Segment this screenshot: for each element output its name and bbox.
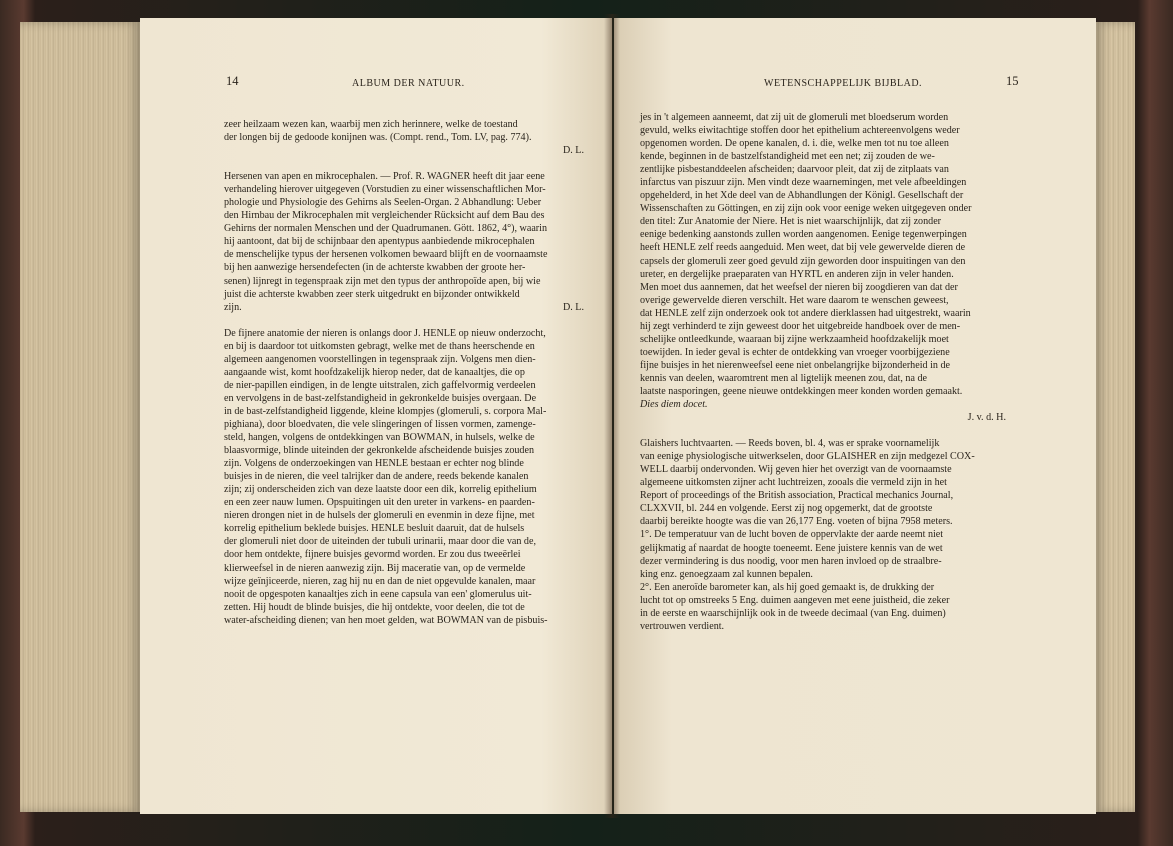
- text-line: laatste nasporingen, geene nieuwe ontdekkingen meer konden worden gemaakt.: [640, 385, 963, 397]
- left-text-body: [224, 118, 598, 627]
- text-line: WELL daarbij ondervonden. Wij geven hier het overzigt van de voornaamste: [640, 464, 952, 476]
- closing-row: [224, 301, 598, 314]
- text-line: Glaishers luchtvaarten. — Reeds boven, bl. 4, was er sprake voornamelijk: [640, 438, 940, 450]
- text-line: in de eerste en waarschijnlijk ook in de tweede decimaal (van Eng. duimen): [640, 607, 946, 619]
- text-line: nieren drongen niet in de hulsels der glomeruli en evenmin in deze fijne, met: [224, 510, 535, 522]
- page-number-left: 14: [226, 74, 239, 88]
- page-edges-left: [20, 22, 140, 812]
- text-line: kende, beginnen in de bastzelfstandigheid met een net; zij zouden de we-: [640, 151, 935, 163]
- text-line: De fijnere anatomie der nieren is onlangs door J. HENLE op nieuw onderzocht,: [224, 327, 546, 339]
- text-line: zijn. Volgens de onderzoekingen van HENLE bestaan er echter nog blinde: [224, 458, 524, 470]
- paragraph-glaisher: [640, 437, 1020, 633]
- text-line: Men moet dus aannemen, dat het weefsel der nieren bij zoogdieren van dat der: [640, 281, 958, 293]
- text-line: heeft HENLE zelf reeds aangeduid. Men weet, dat bij vele gewervelde dieren de: [640, 242, 966, 254]
- text-line: korrelig epithelium beklede buisjes. HENLE besluit daaruit, dat de hulsels: [224, 523, 525, 535]
- text-line: zentlijke pisbestanddeelen afscheiden; daarvoor pleit, dat zij de zitplaats van: [640, 164, 949, 176]
- signature: D. L.: [562, 145, 584, 157]
- running-header-left: ALBUM DER NATUUR.: [352, 78, 465, 89]
- text-line: zijn.: [224, 301, 242, 313]
- text-line: zeer heilzaam wezen kan, waarbij men zich herinnere, welke de toestand: [224, 119, 518, 130]
- text-line: king enz. genoegzaam zal kunnen bepalen.: [640, 568, 813, 580]
- text-line: vertrouwen verdient.: [640, 620, 725, 632]
- text-line: hij zegt verhinderd te zijn geweest door het uitgebreide handboek over de men-: [640, 320, 961, 332]
- paragraph-brains: [224, 170, 598, 314]
- text-line: Gehirns der normalen Menschen und der Quadrumanen. Gött. 1862, 4°), waarin: [224, 223, 548, 235]
- text-line: en bij is daardoor tot uitkomsten gebragt, welke met de thans heerschende en: [224, 340, 535, 352]
- text-line: hij aantoont, dat bij de schijnbaar den apentypus aanbiedende mikrocephalen: [224, 236, 535, 248]
- text-line: senen) lijnregt in tegenspraak zijn met den typus der anthropoïde apen, bij wie: [224, 275, 541, 287]
- text-line: wijze geïnjiceerde, nieren, zag hij nu en dan de niet opgevulde kanalen, maar: [224, 575, 536, 587]
- text-line: der longen bij de gedoode konijnen was. (Compt. rend., Tom. LV, pag. 774).: [224, 132, 532, 144]
- text-line: eenige bedenking aanstonds zullen worden aangenomen. Eenige tegenwerpingen: [640, 229, 967, 241]
- text-line: gelijkmatig af naardat de hoogte toeneemt. Eene juistere kennis van de wet: [640, 542, 943, 554]
- left-page: [140, 18, 612, 814]
- text-line: overige gewervelde dieren verschilt. Het ware daarom te wenschen geweest,: [640, 294, 949, 306]
- text-line: zijn; zij onderscheiden zich van deze laatste door een dik, korrelig epithelium: [224, 484, 537, 496]
- running-header-right: WETENSCHAPPELIJK BIJBLAD.: [764, 78, 923, 89]
- text-line: klierweefsel in de nieren aanwezig zijn. Bij maceratie van, op de vermelde: [224, 562, 526, 574]
- signature: D. L.: [562, 301, 584, 313]
- text-line: algemeene uitkomsten zijner acht luchtreizen, zooals die vermeld zijn in het: [640, 477, 947, 489]
- signature: J. v. d. H.: [967, 412, 1006, 424]
- right-text-body: [640, 111, 1020, 633]
- text-line: CLXXVII, bl. 244 en volgende. Eerst zij nog opgemerkt, dat de grootste: [640, 503, 933, 515]
- text-line: steld, hangen, volgens de ontdekkingen van BOWMAN, in hulsels, welke de: [224, 432, 535, 444]
- text-line: toewijden. In ieder geval is echter de ontdekking van vroeger voorbijgeziene: [640, 346, 950, 358]
- motto: Dies diem docet.: [640, 399, 708, 411]
- page-number-right: 15: [1006, 74, 1019, 88]
- text-line: fijne buisjes in het nierenweefsel eene niet onbelangrijke bijzonderheid in de: [640, 359, 950, 371]
- text-line: 2°. Een aneroïde barometer kan, als hij goed gemaakt is, de drukking der: [640, 581, 935, 593]
- text-line: schelijke ontleedkunde, waaraan bij zijne werkzaamheid hoofdzakelijk moet: [640, 333, 949, 345]
- paragraph-kidneys-continued: [640, 111, 1020, 424]
- text-line: pighiana), door bloedvaten, die vele slingeringen of lissen vormen, zamenge-: [224, 418, 536, 430]
- text-line: van eenige physiologische uitwerkselen, door GLAISHER en zijn medgezel COX-: [640, 451, 975, 463]
- text-line: en een zeer nauw lumen. Opspuitingen uit den ureter in varkens- en paarden-: [224, 497, 535, 509]
- text-line: ureter, en dergelijke praeparaten van HYRTL en anderen zijn in veler handen.: [640, 268, 954, 280]
- text-line: juist die achterste kwabben zeer sterk uitgedrukt en bijzonder ontwikkeld: [224, 288, 520, 300]
- page-edges-right: [1095, 22, 1135, 812]
- text-line: Hersenen van apen en mikrocephalen. — Prof. R. WAGNER heeft dit jaar eene: [224, 171, 545, 183]
- text-line: opgenomen worden. De opene kanalen, d. i. die, welke men tot nu toe alleen: [640, 138, 949, 150]
- text-line: capsels der glomeruli zeer goed gevuld zijn geworden door inspuitingen van den: [640, 255, 966, 267]
- text-line: nooit de opgespoten kanaaltjes zich in eene capsula van een' glomerulus uit-: [224, 588, 532, 600]
- text-line: verhandeling hierover uitgegeven (Vorstudien zu einer wissenschaftlichen Mor-: [224, 184, 546, 196]
- text-line: Wissenschaften zu Göttingen, en zij zijn ook voor eenige weken uitgegeven onder: [640, 203, 972, 215]
- text-line: den Hirnbau der Mikrocephalen mit vergleichender Rücksicht auf dem Bau des: [224, 210, 545, 222]
- book-gutter: [604, 14, 620, 818]
- text-line: dezer vermindering is dus noodig, voor men haren invloed op de straalbre-: [640, 555, 942, 567]
- text-line: de nier-papillen eindigen, in de lengte uitstralen, zich gaffelvormig verdeelen: [224, 379, 536, 391]
- text-line: phologie und Physiologie des Gehirns als Seelen-Organ. 2 Abhandlung: Ueber: [224, 197, 542, 209]
- text-line: 1°. De temperatuur van de lucht boven de oppervlakte der aarde neemt niet: [640, 529, 944, 541]
- text-line: zetten. Hij houdt de blinde buisjes, die hij ontdekte, voor deelen, die tot de: [224, 601, 525, 613]
- text-line: infarctus van piszuur zijn. Men vindt deze waarnemingen, met vele afbeeldingen: [640, 177, 967, 189]
- text-line: buisjes in de nieren, die veel talrijker dan de andere, reeds bekende kanalen: [224, 471, 529, 483]
- paragraph-lung-end: [224, 118, 598, 157]
- paragraph-kidneys: [224, 327, 598, 627]
- text-line: de menschelijke typus der hersenen volkomen bewaard blijft en de voornaamste: [224, 249, 548, 261]
- right-page: [614, 18, 1096, 814]
- text-line: in de bast-zelfstandigheid liggende, kleine klompjes (glomeruli, s. corpora Mal-: [224, 405, 547, 417]
- text-line: dat HENLE zelf zijn onderzoek ook tot andere dierklassen had uitgestrekt, waarin: [640, 307, 971, 319]
- text-line: lucht tot op omstreeks 5 Eng. duimen aangeven met eene juistheid, die zeker: [640, 594, 950, 606]
- text-line: jes in 't algemeen aanneemt, dat zij uit de glomeruli met bloedserum worden: [640, 112, 949, 123]
- text-line: der glomeruli niet door de uiteinden der tubuli urinarii, maar door die van de,: [224, 536, 536, 548]
- text-line: Report of proceedings of the British association, Practical mechanics Journal,: [640, 490, 954, 502]
- text-line: algemeen aangenomen voorstellingen in tegenspraak zijn. Volgens men dien-: [224, 353, 536, 365]
- text-line: door hem ontdekte, fijnere buisjes gevormd worden. Er zou dus tweeërlei: [224, 549, 521, 561]
- text-line: water-afscheiding dienen; van hen moet gelden, wat BOWMAN van de pisbuis-: [224, 614, 548, 626]
- text-line: opgehelderd, in het Xde deel van de Abhandlungen der Königl. Gesellschaft der: [640, 190, 964, 202]
- text-line: aangaande wist, komt hoofdzakelijk hierop neder, dat de kanaaltjes, die op: [224, 366, 525, 378]
- text-line: kennis van deelen, waaromtrent men al ligtelijk meenen zou, dat, na de: [640, 372, 928, 384]
- text-line: gevuld, welks eiwitachtige stoffen door het epithelium achtereenvolgens weder: [640, 125, 960, 137]
- text-line: en vervolgens in de bast-zelfstandigheid in gekronkelde buisjes overgaan. De: [224, 392, 537, 404]
- text-line: den titel: Zur Anatomie der Niere. Het is niet waarschijnlijk, dat zij zonder: [640, 216, 942, 228]
- text-line: bij hen aanwezige hersendefecten (in de achterste kwabben der groote her-: [224, 262, 526, 274]
- text-line: daarbij bereikte hoogte was die van 26,177 Eng. voeten of bijna 7958 meters.: [640, 516, 953, 528]
- text-line: blaasvormige, blinde uiteinden der gekronkelde afscheidende buisjes zouden: [224, 445, 534, 457]
